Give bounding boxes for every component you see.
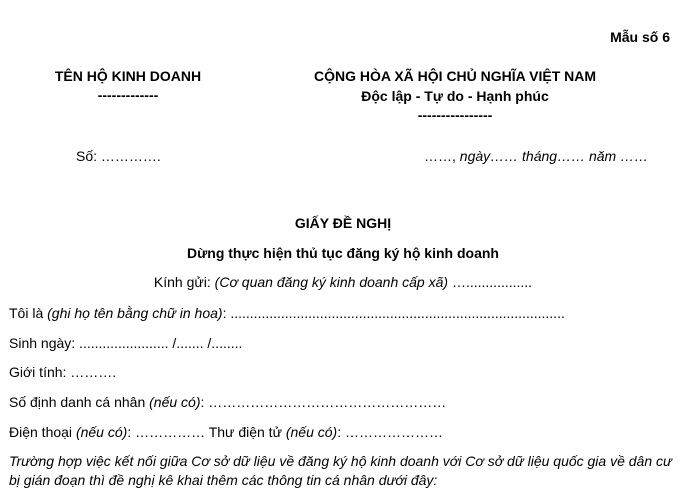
- date-of-birth-field: Sinh ngày: ....................... /....... /........: [9, 335, 243, 351]
- gender-field: Giới tính: ……….: [9, 364, 117, 380]
- full-name-label: Tôi là: [9, 305, 48, 321]
- document-subtitle: Dừng thực hiện thủ tục đăng ký hộ kinh doanh: [187, 245, 499, 261]
- recipient-label: Kính gửi:: [153, 274, 215, 290]
- business-name-header: [28, 68, 228, 104]
- email-hint: (nếu có): [285, 424, 338, 440]
- country-name: CỘNG HÒA XÃ HỘI CHỦ NGHĨA VIỆT NAM: [313, 68, 597, 84]
- business-name: TÊN HỘ KINH DOANH: [54, 68, 202, 84]
- document-date: [424, 148, 648, 165]
- email-dots: : …………………: [337, 424, 443, 440]
- email-label: Thư điện tử: [208, 424, 286, 440]
- document-number: Số: ………….: [76, 148, 161, 164]
- national-motto: Độc lập - Tự do - Hạnh phúc: [361, 88, 549, 104]
- full-name-field: [9, 305, 565, 322]
- date-place: ……,: [424, 148, 456, 164]
- full-name-dots: : ......................................................................................: [222, 305, 565, 321]
- personal-id-field: [9, 394, 446, 411]
- personal-id-dots: : ……………………………………………: [200, 394, 447, 410]
- recipient-line: [0, 274, 686, 291]
- motto-underline: ----------------: [417, 107, 493, 123]
- phone-label: Điện thoại: [9, 424, 76, 440]
- phone-hint: (nếu có): [75, 424, 128, 440]
- personal-id-label: Số định danh cá nhân: [9, 394, 150, 410]
- date-text: ngày…… tháng…… năm ……: [455, 148, 649, 164]
- national-header: [290, 68, 620, 124]
- document-title: GIẤY ĐỀ NGHỊ: [294, 215, 392, 231]
- business-name-underline: -------------: [97, 87, 159, 103]
- contact-field: [9, 424, 443, 441]
- form-number: Mẫu số 6: [610, 29, 670, 45]
- note-paragraph: Trường hợp việc kết nối giữa Cơ sở dữ liệu về đăng ký hộ kinh doanh với Cơ sở dữ liệu quốc gia về dân cư bị gián đoạn thì đề nghị kê khai thêm các thông tin cá nhân dưới đây:: [9, 453, 672, 488]
- full-name-hint: (ghi họ tên bằng chữ in hoa): [47, 305, 223, 321]
- recipient-hint: (Cơ quan đăng ký kinh doanh cấp xã): [214, 274, 449, 290]
- recipient-dots: ….................: [448, 274, 533, 290]
- phone-dots: : ……………: [127, 424, 209, 440]
- personal-id-hint: (nếu có): [149, 394, 201, 410]
